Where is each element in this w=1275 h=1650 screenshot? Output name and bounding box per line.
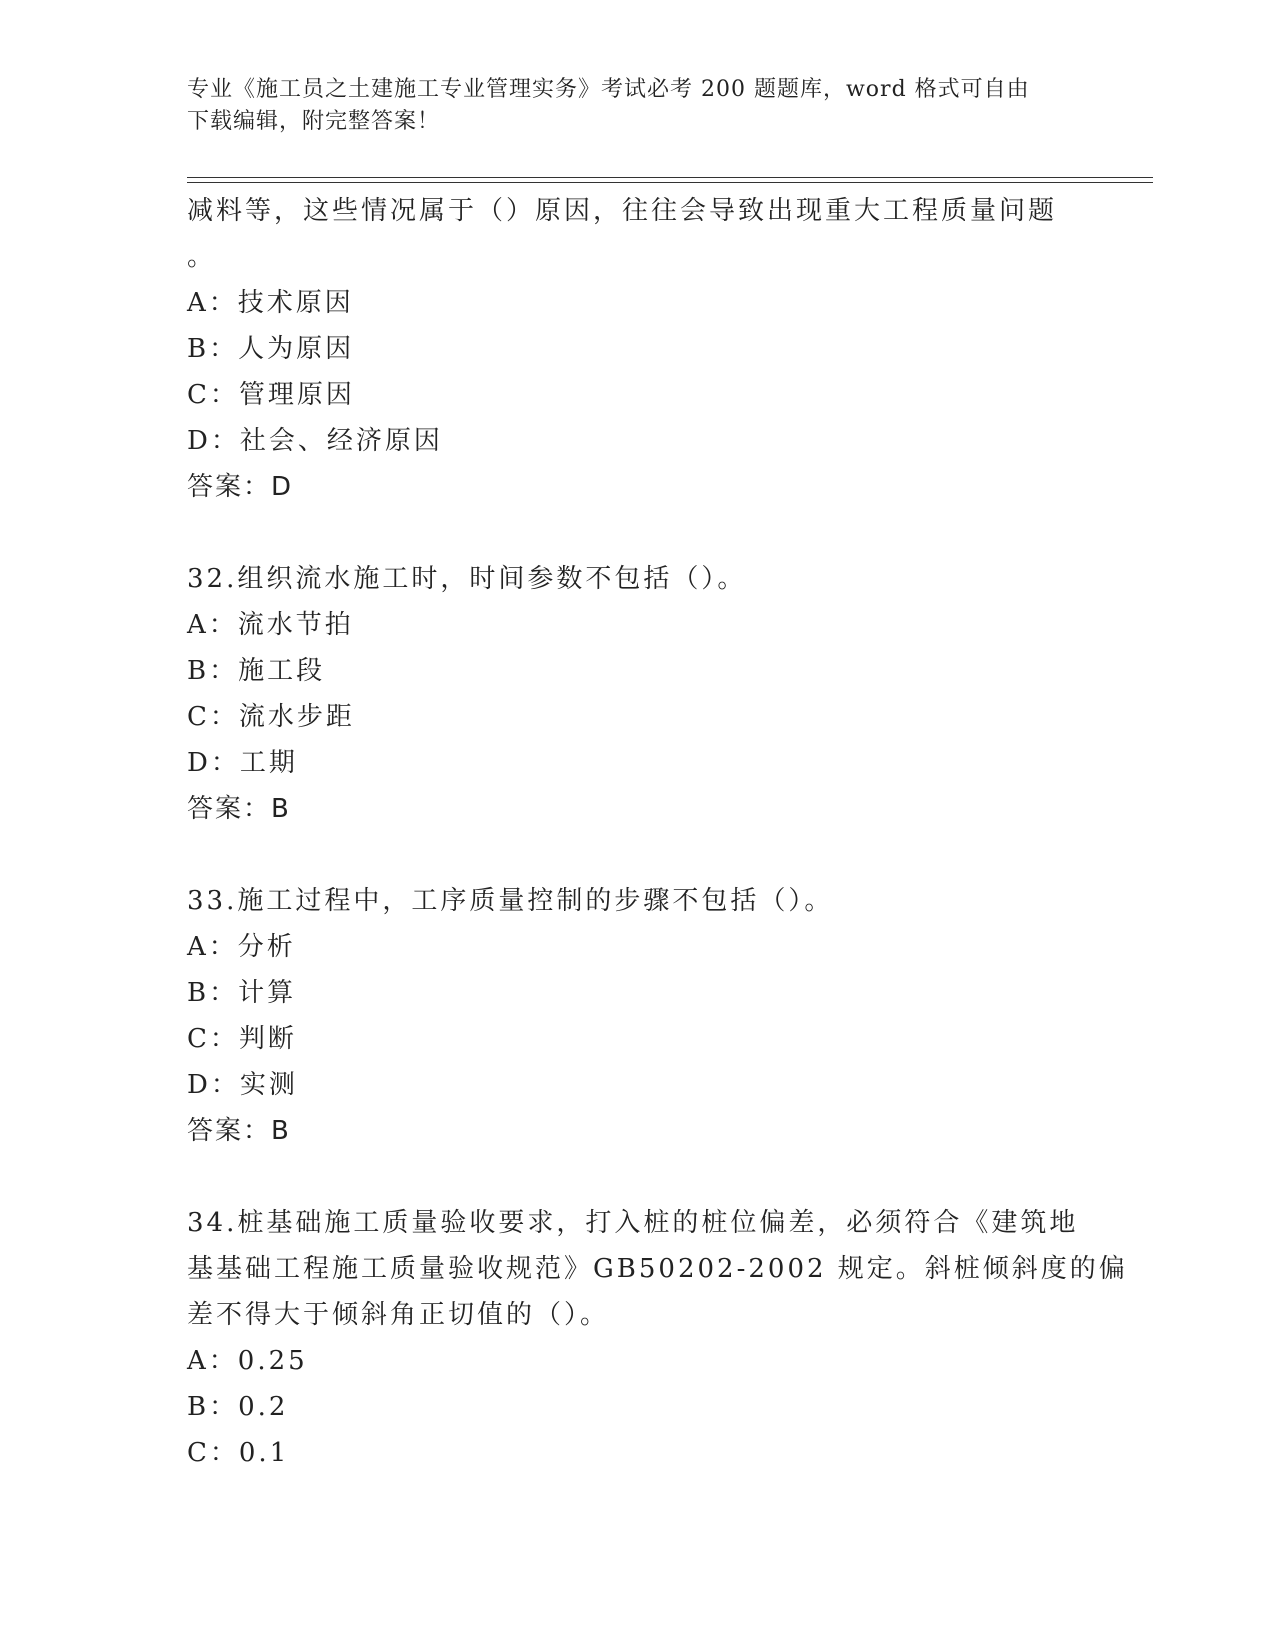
option-c: C：流水步距: [187, 702, 355, 732]
question-32: [187, 556, 1087, 832]
answer: 答案：D: [187, 472, 294, 502]
question-stem: 32.组织流水施工时，时间参数不包括（）。: [187, 564, 747, 594]
question-33: [187, 878, 1087, 1154]
question-stem: 34.桩基础施工质量验收要求，打入桩的桩位偏差，必须符合《建筑地: [187, 1208, 1079, 1238]
answer: 答案：B: [187, 1116, 291, 1146]
header-rule-bottom: [187, 182, 1153, 183]
option-d: D：社会、经济原因: [187, 426, 443, 456]
option-c: C：管理原因: [187, 380, 355, 410]
option-a: A：流水节拍: [187, 610, 354, 640]
option-b: B：0.2: [187, 1392, 289, 1422]
option-a: A：技术原因: [187, 288, 354, 318]
question-list: [187, 188, 1128, 1476]
header-line-2: 下载编辑，附完整答案！: [187, 109, 441, 134]
option-c: C：0.1: [187, 1438, 290, 1468]
header-line-1: 专业《施工员之土建施工专业管理实务》考试必考 200 题题库，word 格式可自由: [187, 77, 1030, 102]
question-34: [187, 1200, 1128, 1476]
document-header: [187, 74, 1087, 138]
spacer: [187, 832, 1087, 878]
spacer: [187, 510, 1087, 556]
option-d: D：工期: [187, 748, 298, 778]
question-31: [187, 188, 1087, 510]
option-a: A：分析: [187, 932, 296, 962]
question-stem: 33.施工过程中，工序质量控制的步骤不包括（）。: [187, 886, 834, 916]
question-stem: 。: [187, 242, 217, 272]
spacer: [187, 1154, 1087, 1200]
question-stem: 差不得大于倾斜角正切值的（）。: [187, 1300, 610, 1330]
option-c: C：判断: [187, 1024, 297, 1054]
option-b: B：人为原因: [187, 334, 355, 364]
option-b: B：施工段: [187, 656, 326, 686]
answer: 答案：B: [187, 794, 291, 824]
option-b: B：计算: [187, 978, 297, 1008]
header-rule-top: [187, 177, 1153, 178]
option-d: D：实测: [187, 1070, 298, 1100]
question-stem: 基基础工程施工质量验收规范》GB50202-2002 规定。斜桩倾斜度的偏: [187, 1254, 1128, 1284]
question-stem: 减料等，这些情况属于（）原因，往往会导致出现重大工程质量问题: [187, 196, 1058, 226]
option-a: A：0.25: [187, 1346, 308, 1376]
